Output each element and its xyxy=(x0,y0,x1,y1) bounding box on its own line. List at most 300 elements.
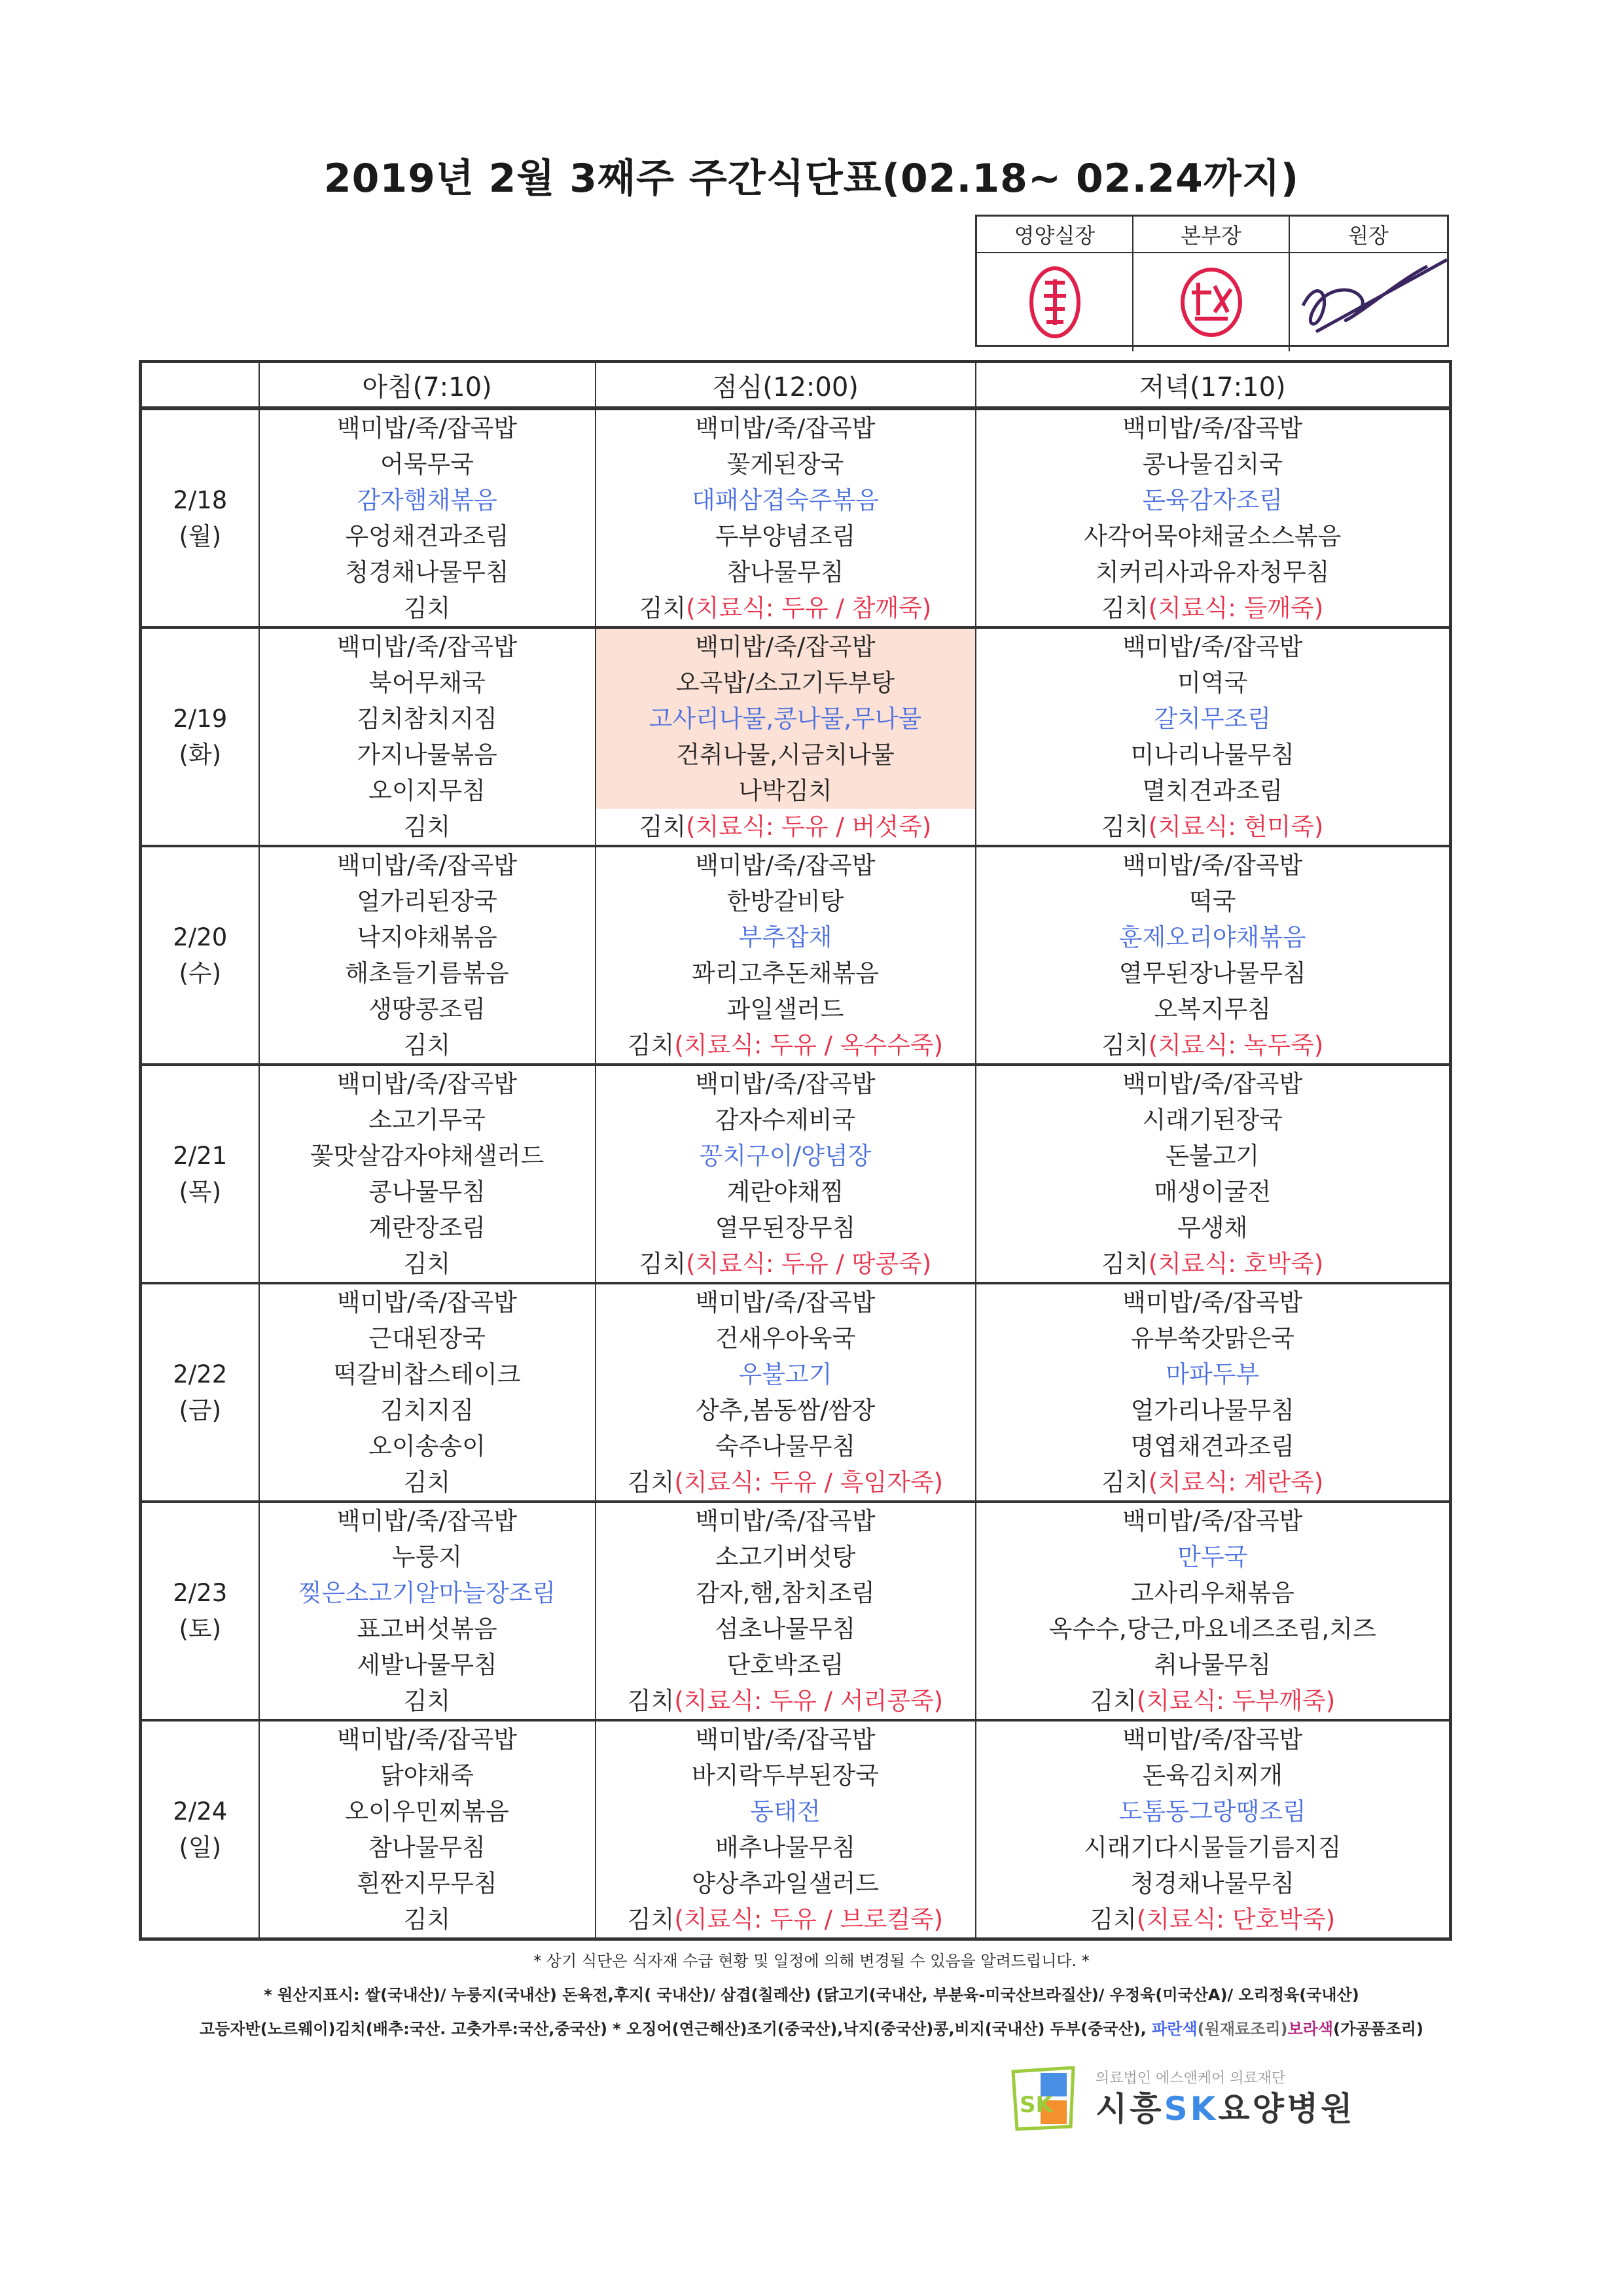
breakfast-item xyxy=(259,955,596,991)
dish-name: 김치 xyxy=(639,813,687,841)
origin-note-part: (원재료조리) xyxy=(1197,2020,1288,2038)
dinner-item xyxy=(976,1502,1451,1539)
dish-name: 얼가리된장국 xyxy=(357,887,497,915)
breakfast-item xyxy=(259,590,596,627)
dish-name: 유부쑥갓맑은국 xyxy=(1130,1324,1294,1352)
lunch-item xyxy=(596,408,976,446)
dish-name: 꽃게된장국 xyxy=(726,450,844,478)
dish-name: 계란야채찜 xyxy=(726,1178,844,1206)
dish-name: 꽈리고추돈채볶음 xyxy=(692,959,879,987)
dinner-item xyxy=(976,955,1451,991)
dish-name: 대패삼겹숙주볶음 xyxy=(692,486,879,514)
menu-line-row xyxy=(141,1611,1451,1647)
content-flow xyxy=(0,360,1623,2132)
dish-name: 시래기다시물들기름지짐 xyxy=(1084,1833,1342,1862)
lunch-item xyxy=(596,1174,976,1210)
dish-name: 김치 xyxy=(403,1905,451,1934)
dish-name: 김치 xyxy=(639,594,687,622)
breakfast-item xyxy=(259,701,596,737)
weekday-label: (토) xyxy=(179,1615,222,1643)
breakfast-item xyxy=(259,1575,596,1611)
lunch-item xyxy=(596,1647,976,1683)
dinner-item xyxy=(976,1246,1451,1283)
lunch-item xyxy=(596,1210,976,1246)
dish-name: 미나리나물무침 xyxy=(1130,741,1294,769)
lunch-item xyxy=(596,482,976,518)
breakfast-item xyxy=(259,846,596,883)
dinner-item xyxy=(976,1901,1451,1939)
dish-name: 명엽채견과조림 xyxy=(1130,1432,1294,1460)
breakfast-item xyxy=(259,627,596,665)
lunch-item xyxy=(596,1611,976,1647)
dish-name: 백미밥/죽/잡곡밥 xyxy=(695,1507,876,1535)
date-label: 2/20 xyxy=(173,923,228,951)
breakfast-item xyxy=(259,1320,596,1356)
dish-name: 낙지야채볶음 xyxy=(357,923,497,951)
menu-line-row xyxy=(141,446,1451,482)
dish-name: 떡갈비찹스테이크 xyxy=(333,1360,521,1388)
dish-name: 배추나물무침 xyxy=(715,1833,856,1862)
dish-name: 무생채 xyxy=(1177,1214,1248,1242)
lunch-item xyxy=(596,590,976,627)
dish-name: 김치 xyxy=(403,1031,451,1059)
dish-name: 나박김치 xyxy=(738,777,832,805)
dinner-item xyxy=(976,883,1451,919)
date-label: 2/21 xyxy=(173,1142,228,1170)
signature-head xyxy=(1290,253,1447,351)
dish-name: 취나물무침 xyxy=(1154,1651,1272,1679)
dish-name: 오이우민찌볶음 xyxy=(345,1797,509,1826)
therapy-diet: (치료식: 두부깨죽) xyxy=(1136,1687,1336,1715)
lunch-item xyxy=(596,1138,976,1174)
menu-line-row xyxy=(141,1539,1451,1575)
sk-logo-icon xyxy=(1008,2066,1080,2132)
dish-name: 콩나물김치국 xyxy=(1142,450,1283,478)
dish-name: 백미밥/죽/잡곡밥 xyxy=(695,414,876,442)
dish-name: 김치 xyxy=(403,1687,451,1715)
dish-name: 상추,봄동쌈/쌈장 xyxy=(695,1396,876,1424)
breakfast-item xyxy=(259,1901,596,1939)
dinner-item xyxy=(976,408,1451,446)
breakfast-item xyxy=(259,919,596,955)
dish-name: 만두국 xyxy=(1177,1543,1248,1571)
dinner-item xyxy=(976,665,1451,701)
menu-line-row xyxy=(141,1865,1451,1901)
menu-line-row xyxy=(141,1065,1451,1102)
breakfast-item xyxy=(259,1065,596,1102)
breakfast-item xyxy=(259,1138,596,1174)
lunch-item xyxy=(596,665,976,701)
lunch-item xyxy=(596,1539,976,1575)
dish-name: 김치참치지짐 xyxy=(357,705,497,733)
dish-name: 김치지짐 xyxy=(380,1396,474,1424)
therapy-diet: (치료식: 두유 / 브로컬죽) xyxy=(674,1905,944,1934)
dish-name: 백미밥/죽/잡곡밥 xyxy=(1122,1507,1303,1535)
dish-name: 가지나물볶음 xyxy=(357,741,497,769)
day-cell xyxy=(141,1065,259,1283)
menu-line-row xyxy=(141,1901,1451,1939)
breakfast-item xyxy=(259,991,596,1027)
dish-name: 열무된장나물무침 xyxy=(1118,959,1306,987)
svg-text:SK: SK xyxy=(1020,2092,1053,2118)
approval-header-director: 본부장 xyxy=(1133,217,1290,253)
signature-icon xyxy=(1290,253,1447,351)
menu-line-row xyxy=(141,1027,1451,1065)
therapy-diet: (치료식: 들깨죽) xyxy=(1148,594,1324,622)
dish-name: 멸치견과조림 xyxy=(1142,777,1283,805)
menu-line-row xyxy=(141,773,1451,809)
dish-name: 백미밥/죽/잡곡밥 xyxy=(1122,1288,1303,1316)
header-dinner: 저녁(17:10) xyxy=(976,362,1451,409)
dish-name: 청경채나물무침 xyxy=(1130,1869,1294,1898)
weekly-menu-table xyxy=(139,360,1452,1941)
origin-note-part: 보라색 xyxy=(1287,2020,1334,2038)
header-date xyxy=(141,362,259,409)
dish-name: 감자햄채볶음 xyxy=(357,486,497,514)
menu-line-row xyxy=(141,1502,1451,1539)
dish-name: 고사리우채볶음 xyxy=(1130,1579,1294,1607)
dinner-item xyxy=(976,919,1451,955)
dinner-item xyxy=(976,1647,1451,1683)
dish-name: 오이송송이 xyxy=(368,1432,486,1460)
breakfast-item xyxy=(259,1720,596,1757)
breakfast-item xyxy=(259,1502,596,1539)
breakfast-item xyxy=(259,1647,596,1683)
menu-line-row xyxy=(141,1647,1451,1683)
dish-name: 어묵무국 xyxy=(380,450,474,478)
menu-line-row xyxy=(141,665,1451,701)
therapy-diet: (치료식: 계란죽) xyxy=(1148,1468,1324,1496)
day-cell xyxy=(141,1283,259,1502)
dinner-item xyxy=(976,554,1451,590)
dish-name: 단호박조림 xyxy=(726,1651,844,1679)
dish-name: 김치 xyxy=(1101,813,1149,841)
dish-name: 소고기무국 xyxy=(368,1106,486,1134)
logo-name-sk: SK xyxy=(1164,2090,1219,2128)
dish-name: 김치 xyxy=(1090,1687,1137,1715)
dinner-item xyxy=(976,590,1451,627)
lunch-item xyxy=(596,809,976,846)
dish-name: 김치 xyxy=(1101,1468,1149,1496)
dinner-item xyxy=(976,1065,1451,1102)
dish-name: 돈육김치찌개 xyxy=(1142,1761,1283,1790)
dish-name: 표고버섯볶음 xyxy=(357,1615,497,1643)
breakfast-item xyxy=(259,1865,596,1901)
dish-name: 백미밥/죽/잡곡밥 xyxy=(1122,414,1303,442)
dinner-item xyxy=(976,1283,1451,1320)
dinner-item xyxy=(976,1757,1451,1793)
lunch-item xyxy=(596,991,976,1027)
lunch-item xyxy=(596,1757,976,1793)
lunch-item xyxy=(596,446,976,482)
dish-name: 두부양념조림 xyxy=(715,522,856,550)
dish-name: 도톰동그랑땡조림 xyxy=(1118,1797,1306,1826)
dish-name: 김치 xyxy=(1101,1250,1149,1278)
menu-line-row xyxy=(141,1392,1451,1428)
origin-note-part: 고등자반(노르웨이)김치(배추:국산. 고춧가루:국산,중국산) * 오징어(연근해산)조기(중국산),낙지(중국산)콩,비지(국내산) 두부(중국산), xyxy=(200,2020,1152,2038)
origin-note-part: 파란색 xyxy=(1152,2020,1198,2038)
dinner-item xyxy=(976,846,1451,883)
lunch-item xyxy=(596,773,976,809)
dish-name: 꽃맛살감자야채샐러드 xyxy=(310,1142,544,1170)
therapy-diet: (치료식: 두유 / 흑임자죽) xyxy=(674,1468,944,1496)
dish-name: 양상추과일샐러드 xyxy=(692,1869,879,1898)
menu-line-row xyxy=(141,408,1451,446)
dish-name: 꽁치구이/양념장 xyxy=(699,1142,872,1170)
menu-line-row xyxy=(141,1174,1451,1210)
dish-name: 오곡밥/소고기두부탕 xyxy=(675,669,895,697)
breakfast-item xyxy=(259,1539,596,1575)
dish-name: 건새우아욱국 xyxy=(715,1324,856,1352)
dish-name: 흰짠지무무침 xyxy=(357,1869,497,1898)
therapy-diet: (치료식: 두유 / 땅콩죽) xyxy=(686,1250,932,1278)
weekday-label: (목) xyxy=(179,1178,222,1206)
menu-line-row xyxy=(141,1829,1451,1865)
menu-line-row xyxy=(141,1246,1451,1283)
dinner-item xyxy=(976,809,1451,846)
day-cell xyxy=(141,1720,259,1939)
menu-line-row xyxy=(141,919,1451,955)
menu-line-row xyxy=(141,1283,1451,1320)
menu-line-row xyxy=(141,1210,1451,1246)
dinner-item xyxy=(976,1174,1451,1210)
lunch-item xyxy=(596,1356,976,1392)
lunch-item xyxy=(596,1283,976,1320)
dish-name: 김치 xyxy=(403,1250,451,1278)
approval-header-nutrition: 영양실장 xyxy=(977,217,1133,253)
lunch-item xyxy=(596,1575,976,1611)
menu-line-row xyxy=(141,554,1451,590)
dinner-item xyxy=(976,627,1451,665)
breakfast-item xyxy=(259,1683,596,1720)
dish-name: 백미밥/죽/잡곡밥 xyxy=(1122,851,1303,879)
dish-name: 사각어묵야채굴소스볶음 xyxy=(1084,522,1342,550)
menu-line-row xyxy=(141,1793,1451,1829)
dinner-item xyxy=(976,701,1451,737)
dish-name: 김치 xyxy=(403,813,451,841)
dish-name: 오복지무침 xyxy=(1154,995,1272,1023)
breakfast-item xyxy=(259,1027,596,1065)
breakfast-item xyxy=(259,1464,596,1502)
dish-name: 김치 xyxy=(1101,1031,1149,1059)
lunch-item xyxy=(596,1027,976,1065)
dish-name: 백미밥/죽/잡곡밥 xyxy=(336,851,518,879)
day-cell xyxy=(141,846,259,1065)
menu-line-row xyxy=(141,1683,1451,1720)
day-cell xyxy=(141,1502,259,1720)
menu-line-row xyxy=(141,701,1451,737)
dish-name: 해초들기름볶음 xyxy=(345,959,509,987)
approval-box xyxy=(975,215,1449,347)
dish-name: 김치 xyxy=(639,1250,687,1278)
date-label: 2/18 xyxy=(173,486,228,514)
dish-name: 백미밥/죽/잡곡밥 xyxy=(336,1070,518,1098)
dinner-item xyxy=(976,518,1451,554)
lunch-item xyxy=(596,701,976,737)
dish-name: 김치 xyxy=(403,594,451,622)
lunch-item xyxy=(596,846,976,883)
dish-name: 시래기된장국 xyxy=(1142,1106,1283,1134)
breakfast-item xyxy=(259,773,596,809)
weekday-label: (수) xyxy=(179,959,222,987)
dish-name: 한방갈비탕 xyxy=(726,887,844,915)
date-label: 2/23 xyxy=(173,1579,228,1607)
dish-name: 미역국 xyxy=(1177,669,1248,697)
menu-line-row xyxy=(141,1138,1451,1174)
dish-name: 숙주나물무침 xyxy=(715,1432,856,1460)
dinner-item xyxy=(976,737,1451,773)
date-label: 2/19 xyxy=(173,705,228,733)
lunch-item xyxy=(596,1720,976,1757)
dinner-item xyxy=(976,1210,1451,1246)
breakfast-item xyxy=(259,809,596,846)
weekday-label: (금) xyxy=(179,1396,222,1424)
menu-line-row xyxy=(141,1575,1451,1611)
dinner-item xyxy=(976,1683,1451,1720)
menu-line-row xyxy=(141,1428,1451,1464)
dish-name: 마파두부 xyxy=(1166,1360,1260,1388)
menu-line-row xyxy=(141,737,1451,773)
weekday-label: (화) xyxy=(179,741,222,769)
menu-line-row xyxy=(141,1720,1451,1757)
origin-notice-1: * 원산지표시: 쌀(국내산)/ 누룽지(국내산) 돈육전,후지( 국내산)/ 삼겹(칠레산) (닭고기(국내산, 부분육-미국산브라질산)/ 우정육(미국산A)/ 오리정육(국내산) xyxy=(264,1986,1359,2004)
lunch-item xyxy=(596,1246,976,1283)
dish-name: 북어무채국 xyxy=(368,669,486,697)
dish-name: 백미밥/죽/잡곡밥 xyxy=(695,1725,876,1754)
dish-name: 바지락두부된장국 xyxy=(692,1761,879,1790)
breakfast-item xyxy=(259,737,596,773)
stamp-nutrition xyxy=(977,253,1133,351)
dish-name: 동태전 xyxy=(750,1797,821,1826)
lunch-item xyxy=(596,1464,976,1502)
dish-name: 백미밥/죽/잡곡밥 xyxy=(336,633,518,661)
lunch-item xyxy=(596,1793,976,1829)
weekday-label: (일) xyxy=(179,1833,222,1862)
lunch-item xyxy=(596,1320,976,1356)
lunch-item xyxy=(596,737,976,773)
dish-name: 김치 xyxy=(1101,594,1149,622)
lunch-item xyxy=(596,1829,976,1865)
day-cell xyxy=(141,408,259,627)
dish-name: 과일샐러드 xyxy=(726,995,844,1023)
dish-name: 치커리사과유자청무침 xyxy=(1096,558,1330,586)
dinner-item xyxy=(976,1102,1451,1138)
dish-name: 김치 xyxy=(627,1905,675,1934)
dish-name: 훈제오리야채볶음 xyxy=(1118,923,1306,951)
dish-name: 백미밥/죽/잡곡밥 xyxy=(695,851,876,879)
dinner-item xyxy=(976,1392,1451,1428)
dish-name: 백미밥/죽/잡곡밥 xyxy=(695,633,876,661)
menu-line-row xyxy=(141,846,1451,883)
dish-name: 콩나물무침 xyxy=(368,1178,486,1206)
dinner-item xyxy=(976,1539,1451,1575)
dish-name: 얼가리나물무침 xyxy=(1130,1396,1294,1424)
dinner-item xyxy=(976,1829,1451,1865)
lunch-item xyxy=(596,1102,976,1138)
dinner-item xyxy=(976,1793,1451,1829)
weekday-label: (월) xyxy=(179,522,222,550)
breakfast-item xyxy=(259,1210,596,1246)
dish-name: 누룽지 xyxy=(391,1543,463,1571)
dish-name: 김치 xyxy=(1090,1905,1137,1934)
therapy-diet: (치료식: 두유 / 옥수수죽) xyxy=(674,1031,944,1059)
therapy-diet: (치료식: 두유 / 참깨죽) xyxy=(686,594,932,622)
lunch-item xyxy=(596,919,976,955)
dish-name: 참나물무침 xyxy=(726,558,844,586)
dinner-item xyxy=(976,1428,1451,1464)
menu-line-row xyxy=(141,1102,1451,1138)
breakfast-item xyxy=(259,1611,596,1647)
breakfast-item xyxy=(259,408,596,446)
change-notice: * 상기 식단은 식자재 수급 현황 및 일정에 의해 변경될 수 있음을 알려드립니다. * xyxy=(533,1952,1090,1970)
dish-name: 우불고기 xyxy=(738,1360,832,1388)
breakfast-item xyxy=(259,1356,596,1392)
stamp-director xyxy=(1133,253,1290,351)
dish-name: 계란장조림 xyxy=(368,1214,486,1242)
red-seal-icon xyxy=(1175,263,1247,342)
breakfast-item xyxy=(259,1102,596,1138)
page-title: 2019년 2월 3째주 주간식단표(02.18~ 02.24까지) xyxy=(323,156,1300,202)
lunch-item xyxy=(596,955,976,991)
menu-line-row xyxy=(141,1464,1451,1502)
dish-name: 생땅콩조림 xyxy=(368,995,486,1023)
dinner-item xyxy=(976,482,1451,518)
breakfast-item xyxy=(259,554,596,590)
therapy-diet: (치료식: 호박죽) xyxy=(1148,1250,1324,1278)
therapy-diet: (치료식: 두유 / 버섯죽) xyxy=(686,813,932,841)
header-breakfast: 아침(7:10) xyxy=(259,362,596,409)
breakfast-item xyxy=(259,446,596,482)
lunch-item xyxy=(596,1065,976,1102)
dish-name: 백미밥/죽/잡곡밥 xyxy=(336,1725,518,1754)
menu-line-row xyxy=(141,627,1451,665)
dinner-item xyxy=(976,1575,1451,1611)
menu-line-row xyxy=(141,482,1451,518)
breakfast-item xyxy=(259,1829,596,1865)
breakfast-item xyxy=(259,1757,596,1793)
dish-name: 떡국 xyxy=(1189,887,1236,915)
therapy-diet: (치료식: 단호박죽) xyxy=(1136,1905,1336,1934)
dish-name: 섬초나물무침 xyxy=(715,1615,856,1643)
dinner-item xyxy=(976,1356,1451,1392)
lunch-item xyxy=(596,1428,976,1464)
dish-name: 돈불고기 xyxy=(1166,1142,1260,1170)
red-seal-icon xyxy=(1026,263,1084,342)
dish-name: 백미밥/죽/잡곡밥 xyxy=(336,1507,518,1535)
dish-name: 백미밥/죽/잡곡밥 xyxy=(1122,1070,1303,1098)
origin-note-part: (가공품조리) xyxy=(1333,2020,1423,2038)
date-label: 2/24 xyxy=(173,1797,228,1826)
dish-name: 청경채나물무침 xyxy=(345,558,509,586)
dinner-item xyxy=(976,1611,1451,1647)
dinner-item xyxy=(976,446,1451,482)
lunch-item xyxy=(596,1392,976,1428)
logo-name xyxy=(1096,2089,1355,2129)
lunch-item xyxy=(596,1683,976,1720)
dish-name: 돈육감자조림 xyxy=(1142,486,1283,514)
breakfast-item xyxy=(259,1174,596,1210)
date-label: 2/22 xyxy=(173,1360,228,1388)
day-cell xyxy=(141,627,259,846)
dish-name: 부추잡채 xyxy=(738,923,832,951)
breakfast-item xyxy=(259,1428,596,1464)
dish-name: 닭야채죽 xyxy=(380,1761,474,1790)
menu-line-row xyxy=(141,955,1451,991)
lunch-item xyxy=(596,554,976,590)
menu-line-row xyxy=(141,518,1451,554)
menu-line-row xyxy=(141,1320,1451,1356)
dish-name: 옥수수,당근,마요네즈조림,치즈 xyxy=(1048,1615,1376,1643)
